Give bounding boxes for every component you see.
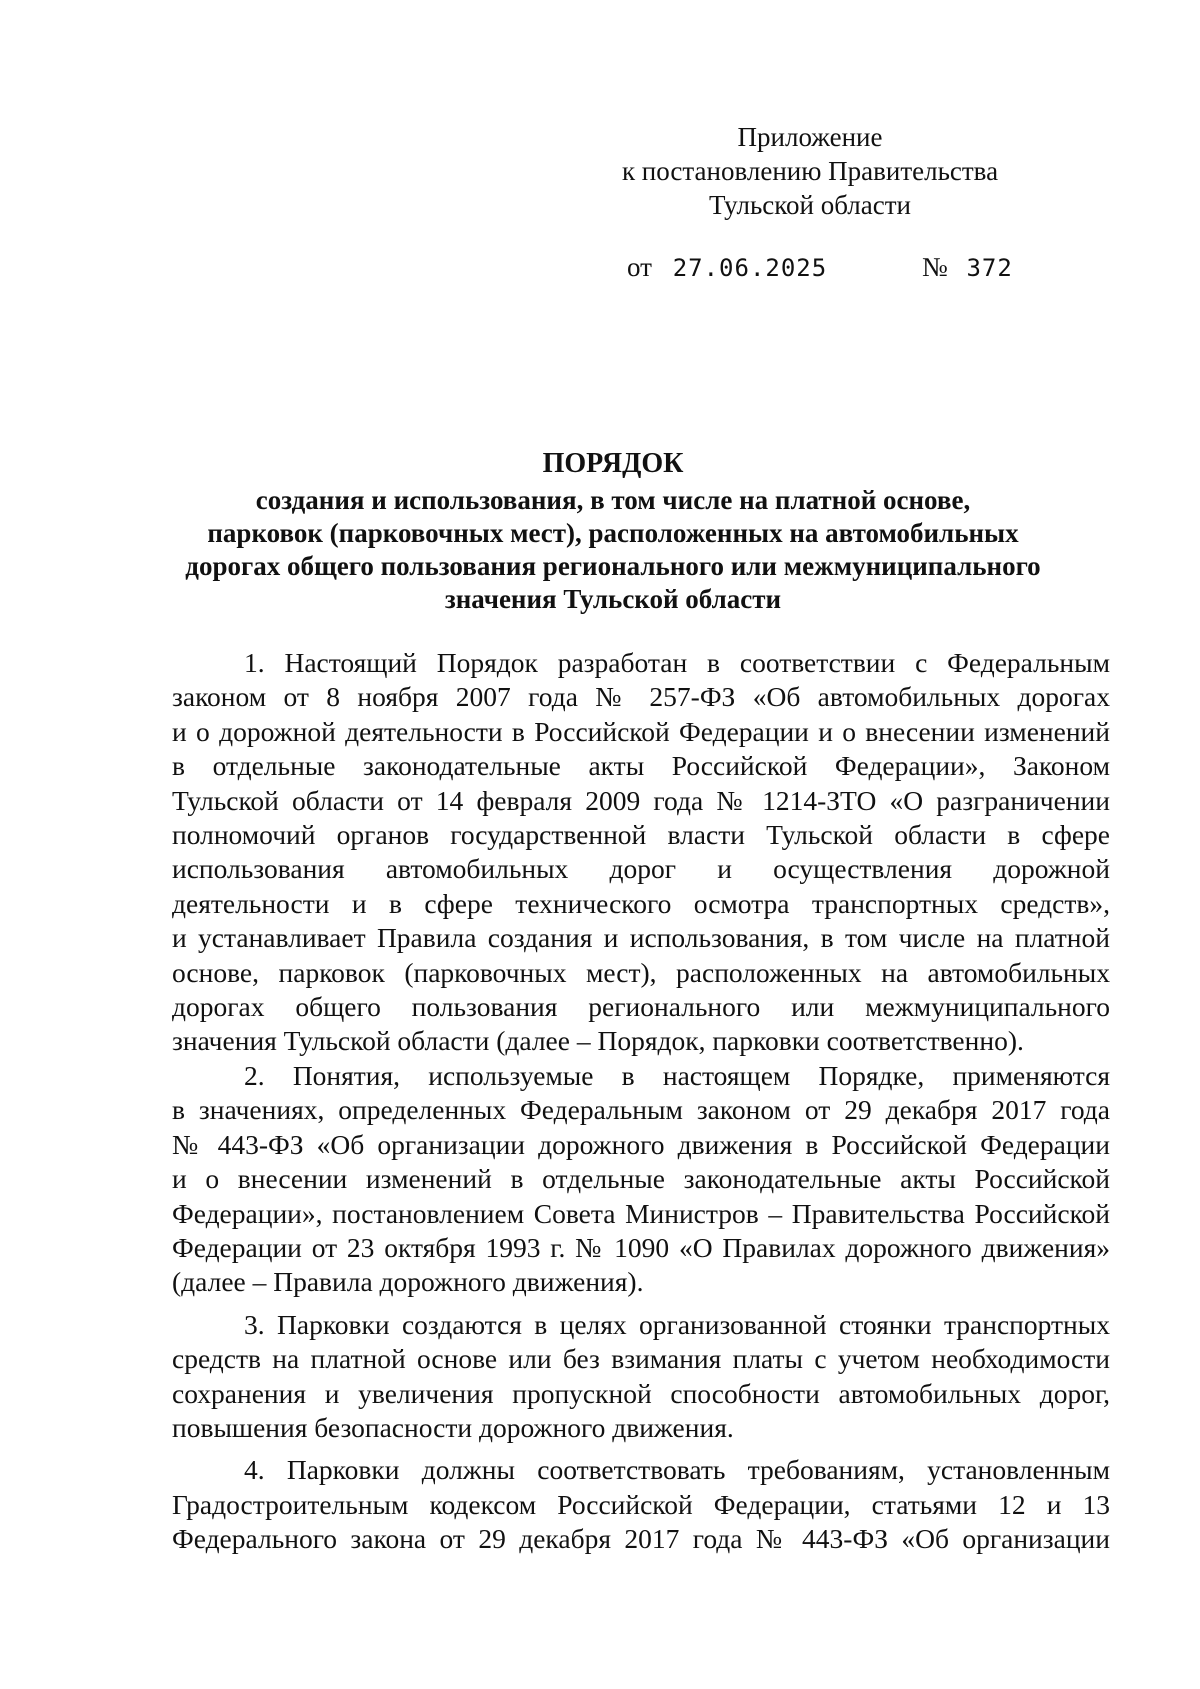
from-label: от <box>627 252 652 282</box>
appendix-line-2: к постановлению Правительства <box>621 156 999 186</box>
text-line: в значениях, определенных Федеральным законом от 29 декабря 2017 года <box>172 1094 1110 1126</box>
text-line: повышения безопасности дорожного движения. <box>172 1411 734 1443</box>
resolution-date: 27.06.2025 <box>672 254 828 282</box>
text-line: дорогах общего пользования регионального или межмуниципального <box>172 991 1110 1023</box>
text-line: использования автомобильных дорог и осуществления дорожной <box>172 853 1110 885</box>
text-line: № 443-ФЗ «Об организации дорожного движения в Российской Федерации <box>172 1128 1110 1160</box>
text-line: 3. Парковки создаются в целях организованной стоянки транспортных <box>244 1308 1110 1340</box>
title-sub-line: создания и использования, в том числе на платной основе, <box>255 485 971 515</box>
text-line: средств на платной основе или без взимания платы с учетом необходимости <box>172 1343 1110 1375</box>
text-line: сохранения и увеличения пропускной способности автомобильных дорог, <box>172 1377 1110 1409</box>
text-line: Федерации от 23 октября 1993 г. № 1090 «О Правилах дорожного движения» <box>172 1231 1110 1263</box>
text-line: полномочий органов государственной власти Тульской области в сфере <box>172 819 1110 851</box>
text-line: основе, парковок (парковочных мест), расположенных на автомобильных <box>172 956 1110 988</box>
text-line: (далее – Правила дорожного движения). <box>172 1266 644 1298</box>
title-sub-line: парковок (парковочных мест), расположенных на автомобильных <box>207 518 1019 548</box>
text-line: в отдельные законодательные акты Российской Федерации», Законом <box>172 750 1110 782</box>
text-line: деятельности и в сфере технического осмотра транспортных средств», <box>172 887 1110 919</box>
number-label: № <box>921 252 948 282</box>
text-line: 4. Парковки должны соответствовать требованиям, установленным <box>244 1454 1110 1486</box>
text-line: Тульской области от 14 февраля 2009 года № 1214-ЗТО «О разграничении <box>172 784 1110 816</box>
date-number-line <box>627 252 1013 283</box>
title-sub-line: дорогах общего пользования регионального или межмуниципального <box>185 551 1041 581</box>
text-line: и о внесении изменений в отдельные законодательные акты Российской <box>172 1163 1110 1195</box>
text-line: 1. Настоящий Порядок разработан в соответствии с Федеральным <box>244 647 1110 678</box>
resolution-number: 372 <box>966 254 1013 282</box>
text-line: Градостроительным кодексом Российской Федерации, статьями 12 и 13 <box>172 1488 1110 1520</box>
appendix-header <box>600 120 1020 222</box>
appendix-line-1: Приложение <box>737 122 883 152</box>
text-line: и о дорожной деятельности в Российской Федерации и о внесении изменений <box>172 715 1110 747</box>
text-line: Федерального закона от 29 декабря 2017 года № 443-ФЗ «Об организации <box>172 1523 1110 1555</box>
document-body <box>172 646 1110 1557</box>
text-line: законом от 8 ноября 2007 года № 257-ФЗ «Об автомобильных дорогах <box>172 681 1110 713</box>
title-sub-line: значения Тульской области <box>444 584 782 614</box>
paragraph-3 <box>172 1308 1110 1446</box>
appendix-line-3: Тульской области <box>709 190 911 220</box>
document-title <box>160 447 1066 616</box>
paragraph-4 <box>172 1453 1110 1556</box>
text-line: и устанавливает Правила создания и использования, в том числе на платной <box>172 922 1110 954</box>
title-main: ПОРЯДОК <box>542 448 684 479</box>
text-line: 2. Понятия, используемые в настоящем Порядке, применяются <box>244 1059 1110 1091</box>
text-line: значения Тульской области (далее – Порядок, парковки соответственно). <box>172 1025 1024 1057</box>
text-line: Федерации», постановлением Совета Министров – Правительства Российской <box>172 1197 1110 1229</box>
paragraph-1 <box>172 646 1110 1059</box>
paragraph-2 <box>172 1059 1110 1300</box>
